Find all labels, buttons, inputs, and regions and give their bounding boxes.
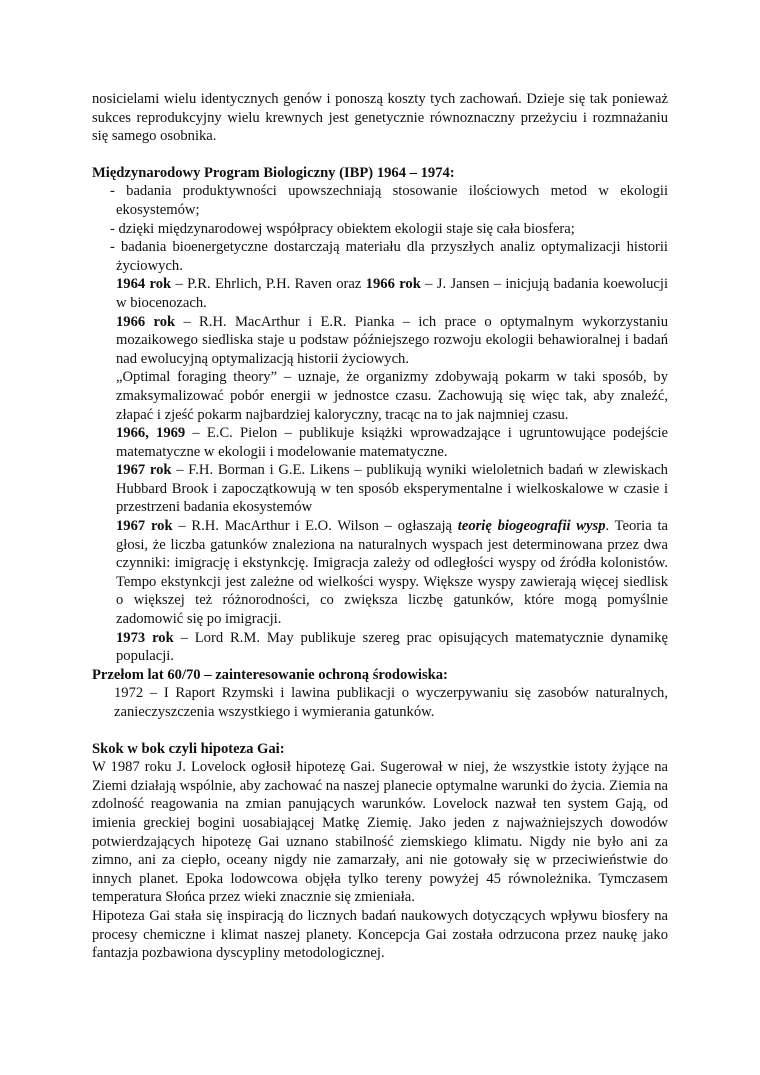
- event-text: – F.H. Borman i G.E. Likens – publikują wyniki wieloletnich badań w zlewiskach Hubbard Brook i zapoczątkowują w ten sposób eksperymentalne i wielkoskalowe w czasie i przestrzeni badania ekosystemów: [116, 462, 668, 516]
- event-text: . Teoria ta głosi, że liczba gatunków znaleziona na naturalnych wyspach jest determinowana przez dwa czynniki: imigrację i ekstynkcję. Imigracja zależy od odległości wyspy od źródła kolonistów. Tempo ekstynkcji jest zależne od wielkości wyspy. Większe wyspy zawierają więcej siedlisk o większej też różnorodności, co zwiększa liczbę gatunków, które mogą pomyślnie zadomowić się po imigracji.: [116, 518, 668, 628]
- event-text: – Lord R.M. May publikuje szereg prac opisujących matematycznie dynamikę populacji.: [116, 629, 668, 665]
- event-text: – I Raport Rzymski i lawina publikacji o wyczerpywaniu się zasobów naturalnych, zanieczyszczenia wszystkiego i wymierania gatunków.: [114, 685, 668, 720]
- przelom-heading: Przełom lat 60/70 – zainteresowanie ochroną środowiska:: [92, 666, 448, 683]
- event-1966: [92, 313, 668, 369]
- event-year: 1973 rok: [116, 629, 174, 646]
- event-year: 1966 rok: [365, 276, 421, 293]
- gaja-paragraph-1: W 1987 roku J. Lovelock ogłosił hipotezę Gai. Sugerował w niej, że wszystkie istoty żyjące na Ziemi działają wspólnie, aby zachować na naszej planecie optymalne warunki do życia. Ziemia na zdolność reagowania na zmian panujących warunków. Lovelock nazwał ten system Gają, od imienia greckiej bogini uosabiającej Matkę Ziemię. Jako jeden z najważniejszych dowodów potwierdzających hipotezę Gai uznano stabilność ziemskiego klimatu. Nigdy nie było ani za zimno, ani za ciepło, oceany nigdy nie zamarzały, ani nie gotowały się w przeciwieństwie do innych planet. Epoka lodowcowa objęła tylko tereny powyżej 45 równoleżnika. Tymczasem temperatura Słońca przez wieki znacznie się zmieniała.: [92, 759, 668, 906]
- ibp-heading: Międzynarodowy Program Biologiczny (IBP) 1964 – 1974:: [92, 164, 455, 181]
- spacer: [92, 146, 668, 164]
- event-1967-macarthur: [92, 517, 668, 629]
- event-text: – R.H. MacArthur i E.R. Pianka – ich prace o optymalnym wykorzystaniu mozaikowego siedliska staje u podstaw późniejszego rozwoju ekologii behawioralnej i badań nad ewolucyjną optymalizacją historii życiowych.: [116, 313, 669, 367]
- event-text: – R.H. MacArthur i E.O. Wilson – ogłaszają: [172, 518, 458, 535]
- event-1973: [92, 629, 668, 666]
- event-text: – J. Jansen – inicjują badania koewolucji w biocenozach.: [116, 276, 668, 311]
- optimal-foraging-paragraph: „Optimal foraging theory” – uznaje, że organizmy zdobywają pokarm w taki sposób, by zmaksymalizować pobór energii w jednostce czasu. Zachowują się więc tak, aby znaleźć, złapać i zjeść pokarm najbardziej kaloryczny, tracąc na to jak najmniej czasu.: [116, 369, 668, 423]
- event-text: – P.R. Ehrlich, P.H. Raven oraz: [171, 276, 366, 293]
- gaja-heading: Skok w bok czyli hipoteza Gai:: [92, 740, 285, 757]
- event-text: – E.C. Pielon – publikuje książki wprowadzające i ugruntowujące podejście matematyczne w ekologii i modelowanie matematyczne.: [116, 425, 669, 460]
- event-1972: [92, 684, 668, 721]
- event-year: 1972: [114, 685, 144, 702]
- ibp-bullet-3: - badania bioenergetyczne dostarczają materiału dla przyszłych analiz optymalizacji historii życiowych.: [110, 239, 668, 274]
- ibp-bullet-1: - badania produktywności upowszechniają stosowanie ilościowych metod w ekologii ekosystemów;: [110, 183, 668, 218]
- event-year: 1964 rok: [116, 276, 172, 293]
- event-year: 1967 rok: [116, 462, 172, 479]
- intro-paragraph: nosicielami wielu identycznych genów i ponoszą koszty tych zachowań. Dzieje się tak ponieważ sukces reprodukcyjny wielu krewnych jest genetycznie równoznaczny przeżyciu i rozmnażaniu się samego osobnika.: [92, 91, 668, 145]
- event-1966-1969: [92, 424, 668, 461]
- island-biogeography-term: teorię biogeografii wysp: [457, 518, 606, 535]
- spacer: [92, 722, 668, 740]
- event-year: 1966 rok: [116, 313, 176, 330]
- gaja-paragraph-2: Hipoteza Gai stała się inspiracją do licznych badań naukowych dotyczących wpływu biosfery na procesy chemiczne i klimat naszej planety. Koncepcja Gai została odrzucona przez naukę jako fantazja pozbawiona dyscypliny metodologicznej.: [92, 907, 668, 962]
- event-1964: [92, 275, 668, 312]
- event-1967-borman: [92, 461, 668, 517]
- event-year: 1966, 1969: [116, 425, 186, 442]
- ibp-bullet-2: - dzięki międzynarodowej współpracy obiektem ekologii staje się cała biosfera;: [110, 220, 575, 237]
- event-year: 1967 rok: [116, 518, 173, 535]
